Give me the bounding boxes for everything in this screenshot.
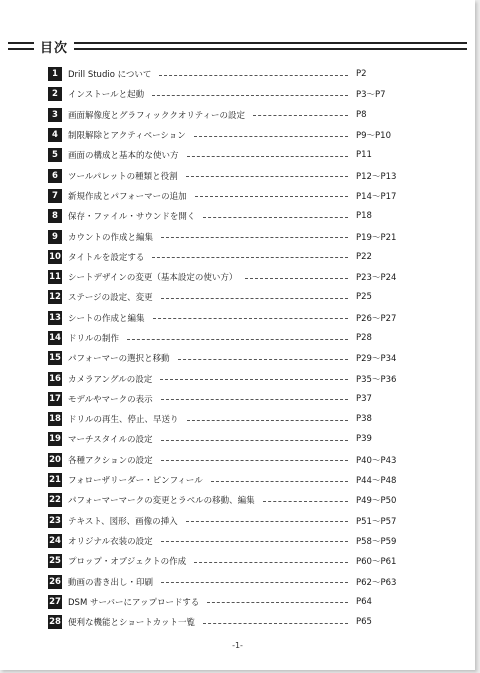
- toc-entry[interactable]: [48, 165, 410, 185]
- toc-header: [8, 36, 467, 56]
- toc-entry-pages: P23～P24: [356, 273, 397, 284]
- toc-entry[interactable]: [48, 470, 410, 490]
- toc-entry-label: ツールパレットの種類と役割: [68, 171, 178, 182]
- toc-entry[interactable]: [48, 64, 410, 84]
- toc-entry[interactable]: [48, 389, 410, 409]
- toc-entry-label: テキスト、図形、画像の挿入: [68, 516, 178, 527]
- table-of-contents: [48, 64, 410, 632]
- toc-entry-pages: P49～P50: [356, 496, 397, 507]
- toc-entry-pages: P8: [356, 109, 367, 120]
- toc-entry[interactable]: [48, 571, 410, 591]
- toc-entry-label: 保存・ファイル・サウンドを開く: [68, 212, 196, 223]
- toc-entry-label: 制限解除とアクティベーション: [68, 131, 186, 142]
- dotted-leader: [161, 440, 349, 441]
- dotted-leader: [127, 339, 348, 340]
- toc-entry-label: フォローザリーダー・ピンフィール: [68, 476, 203, 487]
- toc-entry-pages: P60～P61: [356, 557, 397, 568]
- dotted-leader: [161, 541, 348, 542]
- dotted-leader: [203, 217, 348, 218]
- dotted-leader: [194, 562, 348, 563]
- chapter-number-badge: 13: [49, 312, 61, 323]
- toc-entry-pages: P44～P48: [356, 476, 397, 487]
- dotted-leader: [161, 298, 348, 299]
- toc-entry-label: モデルやマークの表示: [68, 394, 153, 405]
- toc-entry-label: カメラアングルの設定: [68, 374, 153, 385]
- toc-entry-label: パフォーマーの選択と移動: [68, 354, 170, 365]
- toc-entry-pages: P51～P57: [356, 516, 397, 527]
- toc-entry-label: ドリルの再生、停止、早送り: [68, 415, 179, 426]
- chapter-number-badge: 10: [49, 251, 61, 262]
- toc-entry-pages: P12～P13: [356, 171, 397, 182]
- toc-entry-label: カウントの作成と編集: [68, 232, 154, 243]
- toc-entry[interactable]: [48, 348, 410, 368]
- dotted-leader: [187, 156, 348, 157]
- toc-entry[interactable]: [48, 308, 410, 328]
- toc-entry-pages: P9～P10: [356, 131, 391, 142]
- toc-entry[interactable]: [48, 247, 410, 267]
- chapter-number-badge: 21: [49, 475, 61, 486]
- chapter-number-badge: 19: [49, 434, 61, 445]
- toc-entry[interactable]: [48, 287, 410, 307]
- chapter-number-badge: 4: [48, 128, 62, 142]
- dotted-leader: [186, 521, 348, 522]
- toc-entry-pages: P26～P27: [356, 313, 397, 324]
- chapter-number-badge: 16: [49, 373, 61, 384]
- chapter-number-badge: 25: [49, 556, 61, 567]
- toc-entry-label: DSM サーバーにアップロードする: [68, 597, 200, 608]
- header-rule-left: [8, 42, 34, 50]
- chapter-number-badge: 15: [49, 353, 61, 364]
- toc-entry-label: インストールと起動: [68, 90, 145, 101]
- toc-entry[interactable]: [48, 450, 410, 470]
- chapter-number-badge: 8: [48, 209, 62, 223]
- toc-entry[interactable]: [48, 328, 410, 348]
- chapter-number-badge: 24: [49, 535, 61, 546]
- dotted-leader: [195, 196, 348, 197]
- toc-entry-pages: P39: [356, 434, 372, 445]
- chapter-number-badge: 11: [49, 272, 61, 283]
- toc-entry-pages: P29～P34: [356, 354, 397, 365]
- toc-entry-pages: P19～P21: [356, 232, 397, 243]
- page-number-footer: -1-: [232, 641, 243, 650]
- toc-entry-pages: P3～P7: [356, 90, 386, 101]
- toc-entry-pages: P18: [356, 211, 372, 222]
- toc-entry-label: プロップ・オブジェクトの作成: [68, 557, 187, 568]
- toc-entry-label: 各種アクションの設定: [68, 455, 153, 466]
- toc-entry-pages: P62～P63: [356, 577, 397, 588]
- toc-entry[interactable]: [48, 612, 410, 632]
- chapter-number-badge: 1: [48, 67, 62, 81]
- toc-entry-label: マーチスタイルの設定: [68, 435, 153, 446]
- toc-entry[interactable]: [48, 186, 410, 206]
- toc-entry[interactable]: [48, 429, 410, 449]
- chapter-number-badge: 5: [48, 148, 62, 162]
- dotted-leader: [161, 460, 348, 461]
- chapter-number-badge: 22: [49, 495, 61, 506]
- chapter-number-badge: 9: [48, 230, 62, 244]
- toc-entry[interactable]: [48, 368, 410, 388]
- toc-entry-label: 便利な機能とショートカット一覧: [68, 618, 195, 629]
- dotted-leader: [253, 115, 348, 116]
- dotted-leader: [211, 481, 348, 482]
- toc-entry[interactable]: [48, 490, 410, 510]
- toc-entry[interactable]: [48, 84, 410, 104]
- dotted-leader: [160, 379, 348, 380]
- toc-entry[interactable]: [48, 226, 410, 246]
- toc-entry[interactable]: [48, 206, 410, 226]
- chapter-number-badge: 7: [48, 189, 62, 203]
- chapter-number-badge: 18: [49, 414, 61, 425]
- toc-entry-pages: P38: [356, 414, 372, 425]
- toc-entry-pages: P35～P36: [356, 374, 397, 385]
- chapter-number-badge: 26: [49, 576, 61, 587]
- chapter-number-badge: 23: [49, 515, 61, 526]
- dotted-leader: [152, 95, 348, 96]
- toc-entry[interactable]: [48, 145, 410, 165]
- toc-entry-label: ドリルの制作: [68, 334, 120, 344]
- toc-entry[interactable]: [48, 531, 410, 551]
- toc-entry[interactable]: [48, 511, 410, 531]
- toc-entry-label: シートデザインの変更（基本設定の使い方）: [68, 273, 238, 284]
- toc-entry[interactable]: [48, 267, 410, 287]
- toc-entry-pages: P40～P43: [356, 455, 397, 466]
- toc-entry[interactable]: [48, 105, 410, 125]
- toc-entry-pages: P11: [356, 150, 372, 161]
- toc-entry-label: 動画の書き出し・印刷: [68, 577, 154, 588]
- toc-entry[interactable]: [48, 125, 410, 145]
- page-title: 目次: [40, 40, 69, 56]
- dotted-leader: [194, 136, 348, 137]
- dotted-leader: [187, 420, 348, 421]
- toc-entry-label: ステージの設定、変更: [68, 293, 153, 304]
- toc-entry-pages: P64: [356, 596, 372, 607]
- toc-entry-pages: P2: [356, 69, 367, 80]
- toc-entry[interactable]: [48, 551, 410, 571]
- header-rule-right: [74, 42, 467, 50]
- toc-entry-pages: P25: [356, 292, 372, 303]
- chapter-number-badge: 27: [49, 596, 61, 607]
- dotted-leader: [245, 278, 348, 279]
- chapter-number-badge: 6: [48, 169, 62, 183]
- chapter-number-badge: 2: [48, 87, 62, 101]
- toc-entry-label: オリジナル衣装の設定: [68, 536, 153, 547]
- toc-entry-pages: P37: [356, 393, 372, 404]
- toc-entry-pages: P58～P59: [356, 536, 397, 547]
- toc-entry-pages: P14～P17: [356, 191, 397, 202]
- toc-entry[interactable]: [48, 409, 410, 429]
- chapter-number-badge: 17: [49, 393, 61, 404]
- chapter-number-badge: 28: [49, 617, 61, 628]
- chapter-number-badge: 14: [49, 333, 61, 343]
- dotted-leader: [152, 257, 348, 258]
- toc-entry-pages: P28: [356, 333, 372, 343]
- dotted-leader: [186, 176, 348, 177]
- dotted-leader: [159, 75, 348, 76]
- dotted-leader: [203, 623, 348, 624]
- dotted-leader: [161, 237, 348, 238]
- dotted-leader: [161, 399, 348, 400]
- chapter-number-badge: 12: [49, 292, 61, 303]
- toc-entry-pages: P22: [356, 251, 372, 262]
- toc-entry[interactable]: [48, 592, 410, 612]
- dotted-leader: [178, 359, 348, 360]
- toc-entry-label: シートの作成と編集: [68, 313, 145, 324]
- toc-entry-label: 画面の構成と基本的な使い方: [68, 151, 179, 162]
- toc-entry-pages: P65: [356, 617, 372, 628]
- toc-entry-label: 画面解像度とグラフィッククオリティーの設定: [68, 110, 245, 121]
- chapter-number-badge: 20: [49, 454, 61, 465]
- toc-entry-label: Drill Studio について: [68, 70, 152, 81]
- dotted-leader: [263, 501, 348, 502]
- toc-entry-label: パフォーマーマークの変更とラベルの移動、編集: [68, 496, 255, 507]
- dotted-leader: [153, 318, 348, 319]
- toc-entry-label: 新規作成とパフォーマーの追加: [68, 191, 187, 202]
- toc-entry-label: タイトルを設定する: [68, 252, 145, 263]
- dotted-leader: [207, 602, 348, 603]
- dotted-leader: [161, 582, 348, 583]
- chapter-number-badge: 3: [48, 108, 62, 122]
